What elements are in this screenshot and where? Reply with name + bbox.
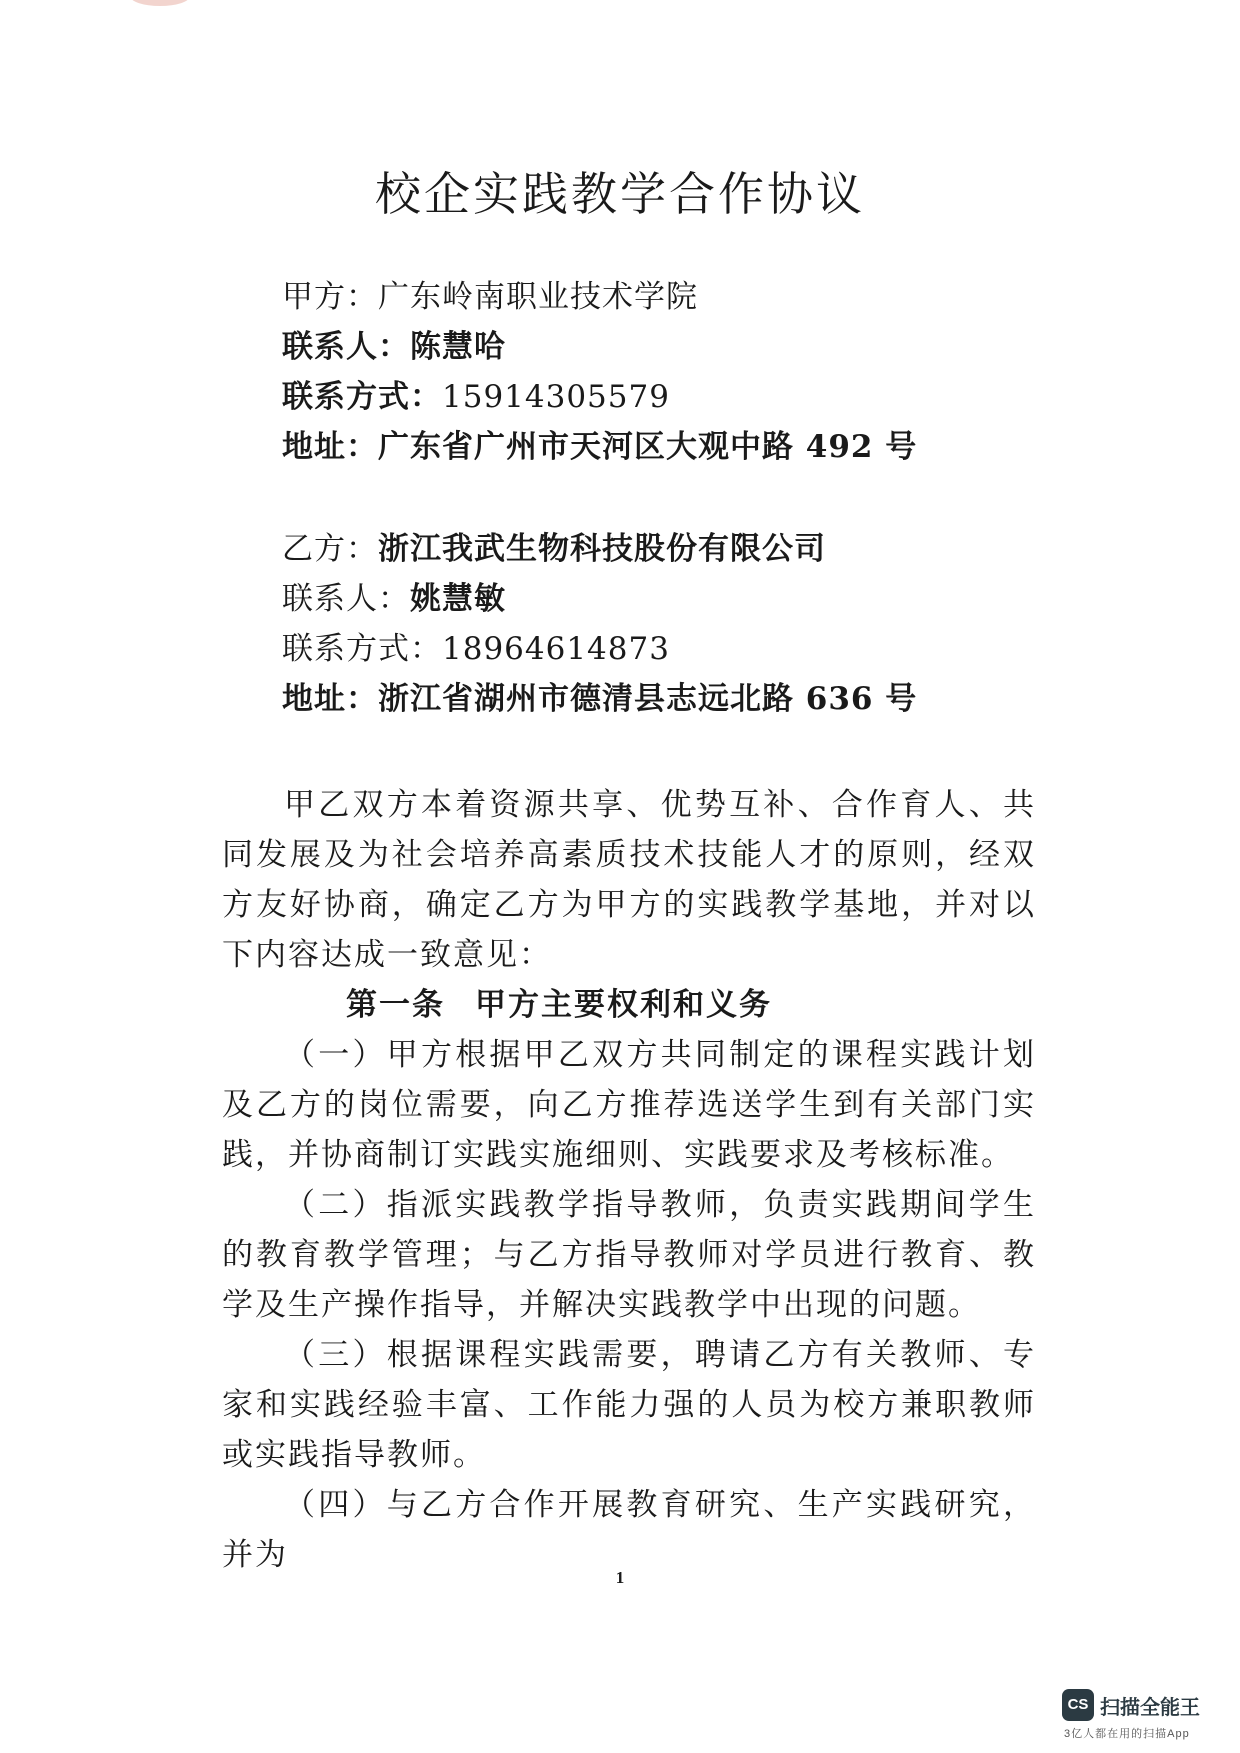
party-b-address-label: 地址： [282,681,378,717]
article-1-heading [222,980,1036,1030]
party-a-contact-line [282,322,917,372]
watermark-app-name: 扫描全能王 [1100,1697,1200,1719]
party-a-info [282,272,917,472]
party-b-contact: 姚慧敏 [410,581,506,617]
scan-stamp-mark [130,0,190,6]
party-b-contact-line [282,574,917,624]
party-a-address-label: 地址： [282,429,378,465]
party-a-phone-line [282,372,917,422]
party-a-address-line [282,422,917,472]
party-b-name: 浙江我武生物科技股份有限公司 [378,531,826,567]
party-b-address: 浙江省湖州市德清县志远北路 636 号 [378,681,918,717]
clause-4: （四）与乙方合作开展教育研究、生产实践研究，并为 [222,1487,1036,1573]
clause-2: （二）指派实践教学指导教师，负责实践期间学生的教育教学管理；与乙方指导教师对学员进行教育、教学及生产操作指导，并解决实践教学中出现的问题。 [222,1187,1036,1323]
party-b-phone-label: 联系方式： [282,631,442,667]
party-b-name-label: 乙方： [282,531,378,567]
party-a-contact-label: 联系人： [282,329,410,365]
party-b-phone: 18964614873 [442,631,670,667]
party-a-phone: 15914305579 [442,379,670,415]
party-b-phone-line [282,624,917,674]
camscanner-logo-icon: CS [1062,1689,1094,1721]
party-a-phone-label: 联系方式： [282,379,442,415]
scanner-watermark [1062,1687,1222,1743]
party-b-info [282,524,917,724]
article-1-number: 第一条 [346,987,445,1023]
clause-3: （三）根据课程实践需要，聘请乙方有关教师、专家和实践经验丰富、工作能力强的人员为校方兼职教师或实践指导教师。 [222,1337,1036,1473]
article-1-title: 甲方主要权利和义务 [475,987,772,1023]
party-b-address-line [282,674,917,724]
clause-1: （一）甲方根据甲乙双方共同制定的课程实践计划及乙方的岗位需要，向乙方推荐选送学生到有关部门实践，并协商制订实践实施细则、实践要求及考核标准。 [222,1037,1036,1173]
party-b-contact-label: 联系人： [282,581,410,617]
party-a-name-label: 甲方： [282,279,378,315]
document-title: 校企实践教学合作协议 [375,167,865,221]
watermark-tagline: 3亿人都在用的扫描App [1064,1728,1190,1740]
party-a-contact: 陈慧哈 [410,329,506,365]
agreement-body [222,780,1036,1580]
party-a-name-line [282,272,917,322]
party-a-name: 广东岭南职业技术学院 [378,279,698,315]
party-a-address: 广东省广州市天河区大观中路 492 号 [378,429,918,465]
intro-paragraph: 甲乙双方本着资源共享、优势互补、合作育人、共同发展及为社会培养高素质技术技能人才的原则，经双方友好协商，确定乙方为甲方的实践教学基地，并对以下内容达成一致意见： [222,787,1036,973]
party-b-name-line [282,524,917,574]
page-number: 1 [615,1568,625,1587]
